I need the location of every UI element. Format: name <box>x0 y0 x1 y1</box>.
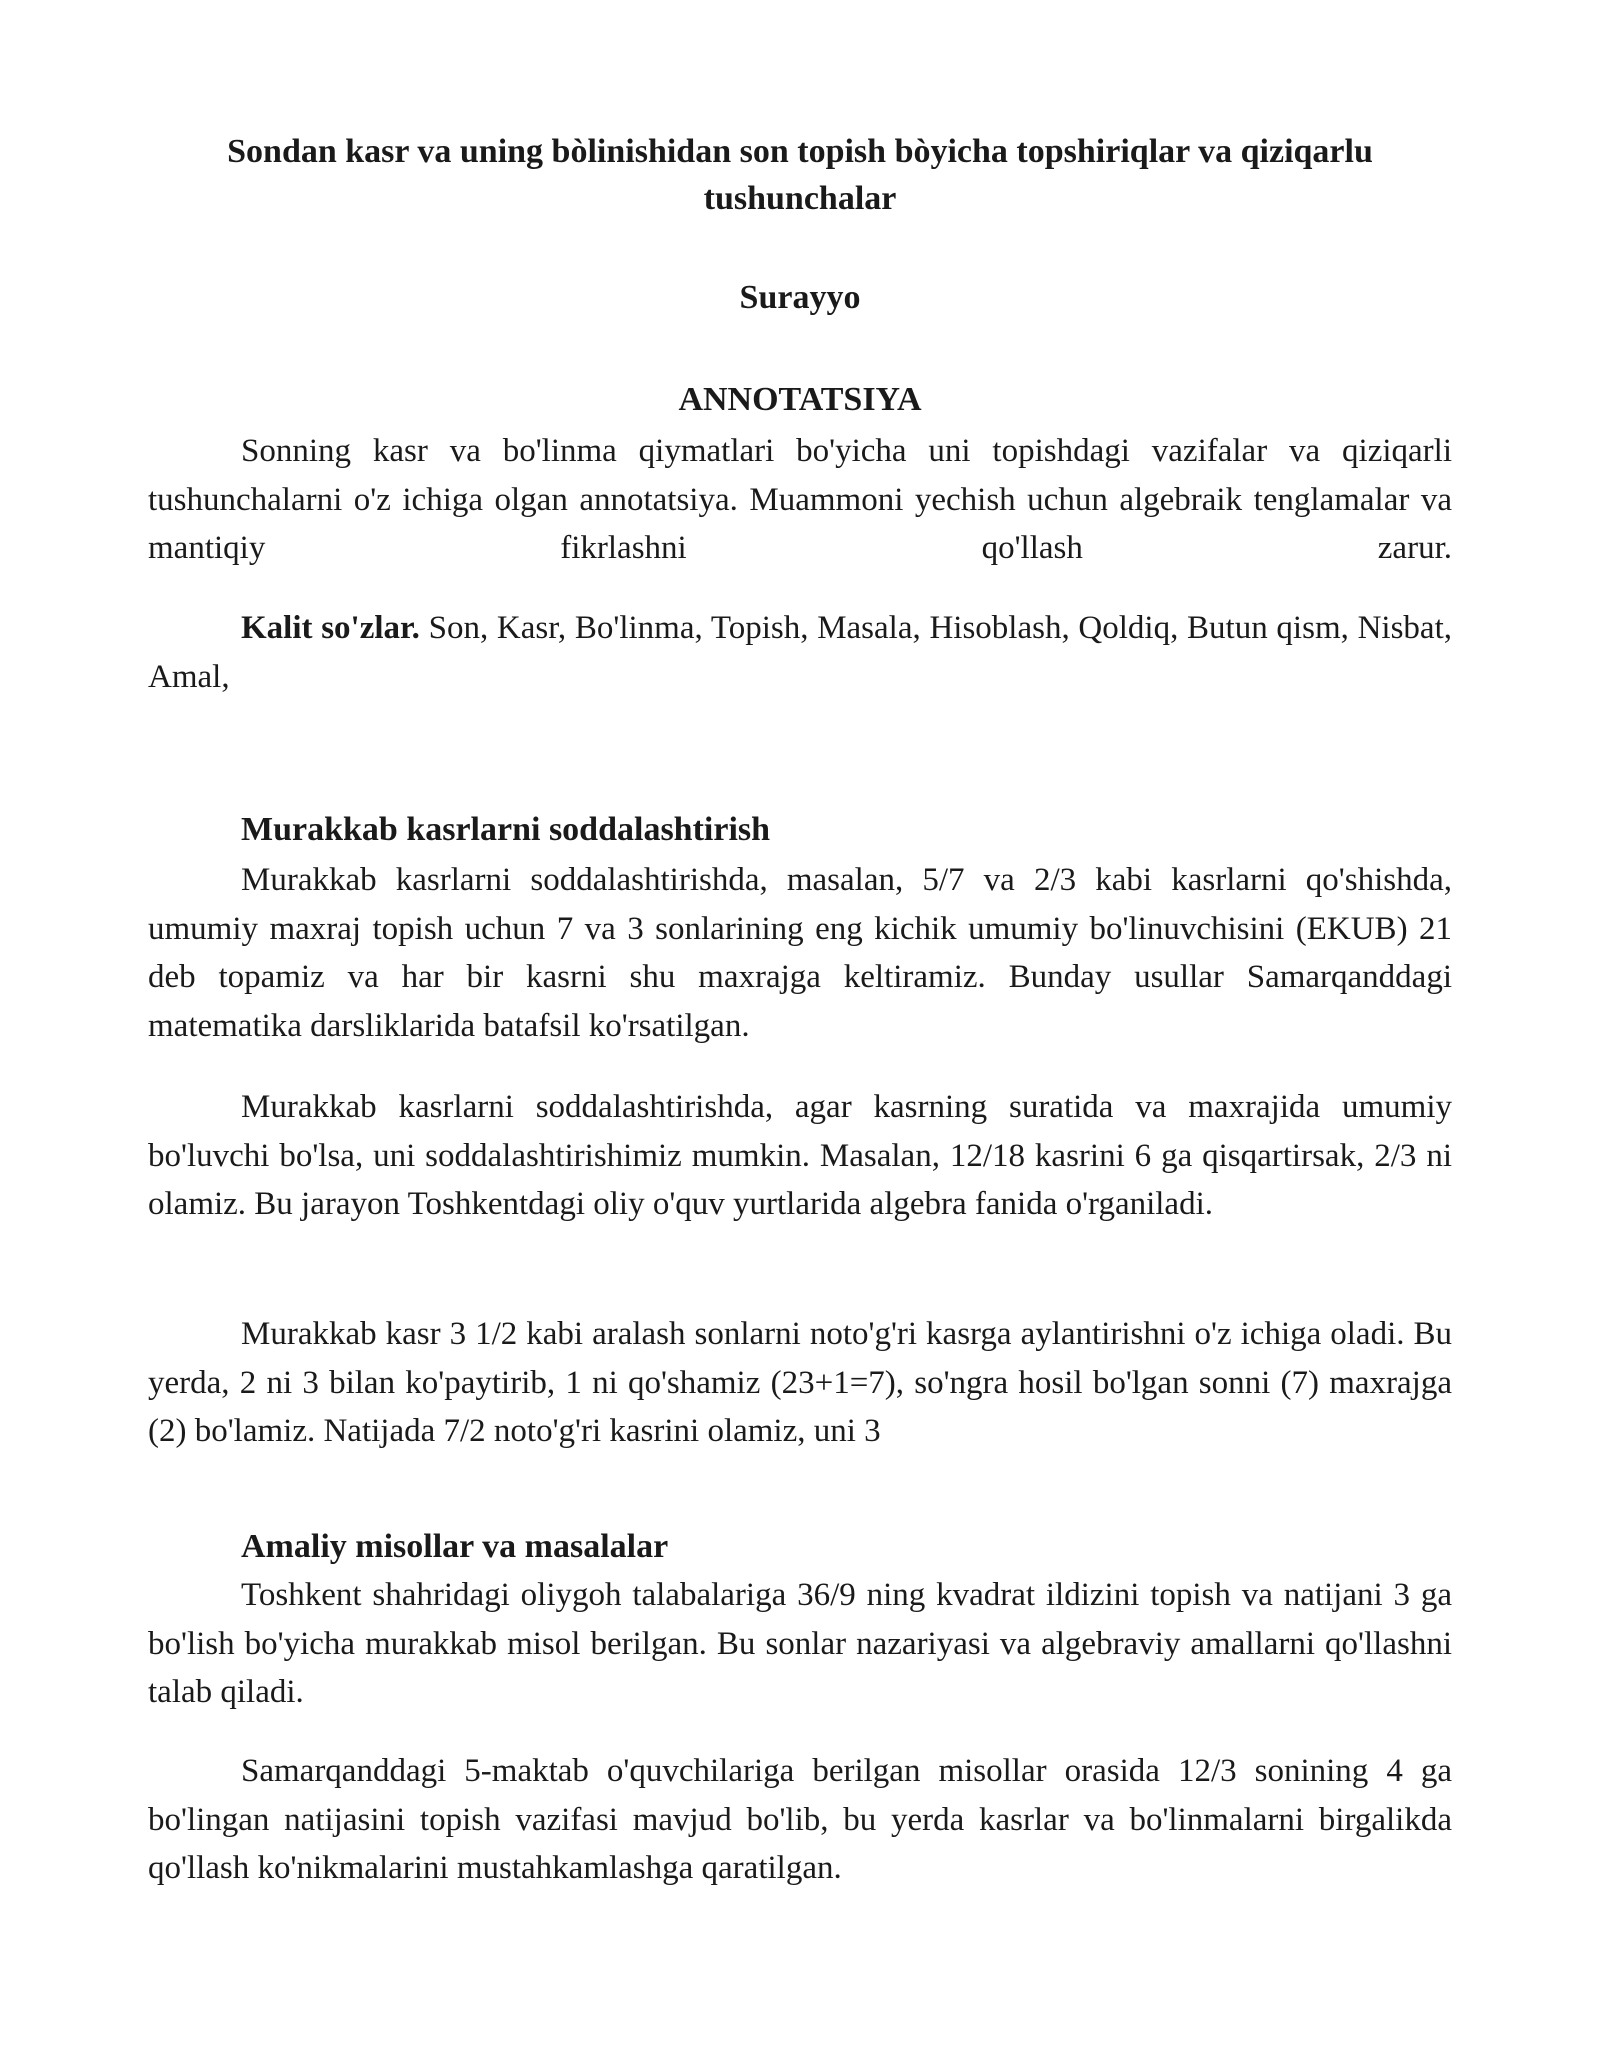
document-title: Sondan kasr va uning bòlinishidan son topish bòyicha topshiriqlar va qiziqarlu tushunchalar <box>227 133 1373 217</box>
document-author: Surayyo <box>739 279 861 316</box>
annotation-paragraph: Sonning kasr va bo'linma qiymatlari bo'yicha uni topishdagi vazifalar va qiziqarli tushunchalarni o'z ichiga olgan annotatsiya. Muammoni yechish uchun algebraik tenglamalar va mantiqiy fikrlashni qo'llash zarur. <box>148 433 1452 566</box>
keywords-label: Kalit so'zlar. <box>241 610 420 646</box>
section-paragraph: Murakkab kasr 3 1/2 kabi aralash sonlarni noto'g'ri kasrga aylantirishni o'z ichiga oladi. Bu yerda, 2 ni 3 bilan ko'paytirib, 1 ni qo'shamiz (23+1=7), so'ngra hosil bo'lgan sonni (7) maxrajga (2) bo'lamiz. Natijada 7/2 noto'g'ri kasrini olamiz, uni 3 <box>148 1316 1452 1449</box>
annotation-heading: ANNOTATSIYA <box>678 381 922 418</box>
section-paragraph: Murakkab kasrlarni soddalashtirishda, agar kasrning suratida va maxrajida umumiy bo'luvchi bo'lsa, uni soddalashtirishimiz mumkin. Masalan, 12/18 kasrini 6 ga qisqartirsak, 2/3 ni olamiz. Bu jarayon Toshkentdagi oliy o'quv yurtlarida algebra fanida o'rganiladi. <box>148 1089 1452 1222</box>
section-heading-simplification: Murakkab kasrlarni soddalashtirish <box>241 811 771 848</box>
section-paragraph: Toshkent shahridagi oliygoh talabalariga 36/9 ning kvadrat ildizini topish va natijani 3 ga bo'lish bo'yicha murakkab misol berilgan. Bu sonlar nazariyasi va algebraviy amallarni qo'llashni talab qiladi. <box>148 1577 1452 1710</box>
keywords-text: Son, Kasr, Bo'linma, Topish, Masala, Hisoblash, Qoldiq, Butun qism, Nisbat, Amal, <box>148 610 1452 695</box>
section-paragraph: Murakkab kasrlarni soddalashtirishda, masalan, 5/7 va 2/3 kabi kasrlarni qo'shishda, umumiy maxraj topish uchun 7 va 3 sonlarining eng kichik umumiy bo'linuvchisini (EKUB) 21 deb topamiz va har bir kasrni shu maxrajga keltiramiz. Bunday usullar Samarqanddagi matematika darsliklarida batafsil ko'rsatilgan. <box>148 862 1452 1044</box>
section-heading-examples: Amaliy misollar va masalalar <box>241 1528 669 1565</box>
keywords-paragraph <box>148 604 1452 701</box>
section-paragraph: Samarqanddagi 5-maktab o'quvchilariga berilgan misollar orasida 12/3 sonining 4 ga bo'lingan natijasini topish vazifasi mavjud bo'lib, bu yerda kasrlar va bo'linmalarni birgalikda qo'llash ko'nikmalarini mustahkamlashga qaratilgan. <box>148 1753 1452 1886</box>
